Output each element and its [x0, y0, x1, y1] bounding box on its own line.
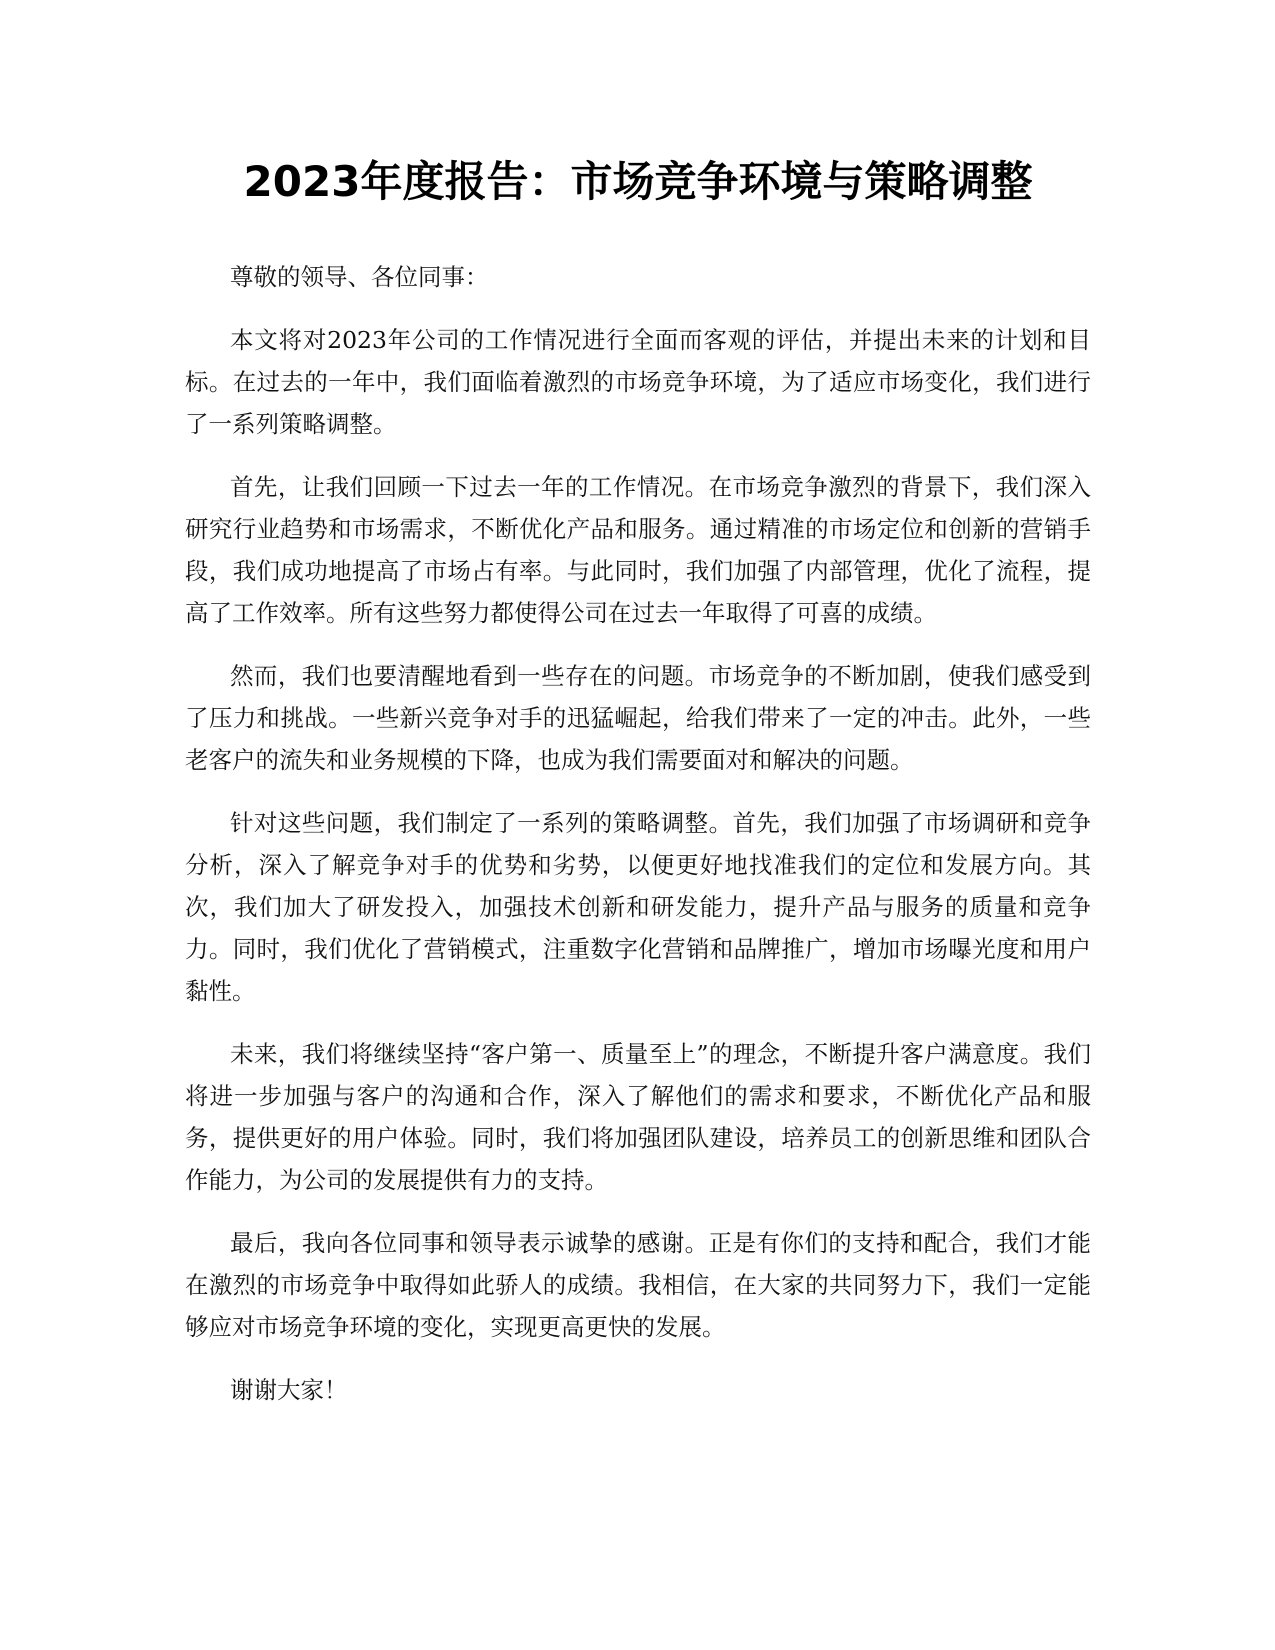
paragraph-intro: 本文将对2023年公司的工作情况进行全面而客观的评估，并提出未来的计划和目标。在过去的一年中，我们面临着激烈的市场竞争环境，为了适应市场变化，我们进行了一系列策略调整。: [185, 326, 1091, 438]
document-title: 2023年度报告：市场竞争环境与策略调整: [243, 157, 1033, 206]
salutation: 尊敬的领导、各位同事：: [230, 263, 489, 291]
paragraph-future: 未来，我们将继续坚持“客户第一、质量至上”的理念，不断提升客户满意度。我们将进一步加强与客户的沟通和合作，深入了解他们的需求和要求，不断优化产品和服务，提供更好的用户体验。同时，我们将加强团队建设，培养员工的创新思维和团队合作能力，为公司的发展提供有力的支持。: [185, 1040, 1091, 1194]
paragraph-strategy: 针对这些问题，我们制定了一系列的策略调整。首先，我们加强了市场调研和竞争分析，深入了解竞争对手的优势和劣势，以便更好地找准我们的定位和发展方向。其次，我们加大了研发投入，加强技术创新和研发能力，提升产品与服务的质量和竞争力。同时，我们优化了营销模式，注重数字化营销和品牌推广，增加市场曝光度和用户黏性。: [185, 809, 1091, 1005]
paragraph-thanks: 最后，我向各位同事和领导表示诚挚的感谢。正是有你们的支持和配合，我们才能在激烈的市场竞争中取得如此骄人的成绩。我相信，在大家的共同努力下，我们一定能够应对市场竞争环境的变化，实现更高更快的发展。: [185, 1229, 1091, 1341]
document-page: [185, 140, 1091, 1432]
paragraph-problems: 然而，我们也要清醒地看到一些存在的问题。市场竞争的不断加剧，使我们感受到了压力和挑战。一些新兴竞争对手的迅猛崛起，给我们带来了一定的冲击。此外，一些老客户的流失和业务规模的下降，也成为我们需要面对和解决的问题。: [185, 662, 1091, 774]
closing: 谢谢大家！: [230, 1376, 348, 1404]
paragraph-review: 首先，让我们回顾一下过去一年的工作情况。在市场竞争激烈的背景下，我们深入研究行业趋势和市场需求，不断优化产品和服务。通过精准的市场定位和创新的营销手段，我们成功地提高了市场占有率。与此同时，我们加强了内部管理，优化了流程，提高了工作效率。所有这些努力都使得公司在过去一年取得了可喜的成绩。: [185, 473, 1091, 627]
